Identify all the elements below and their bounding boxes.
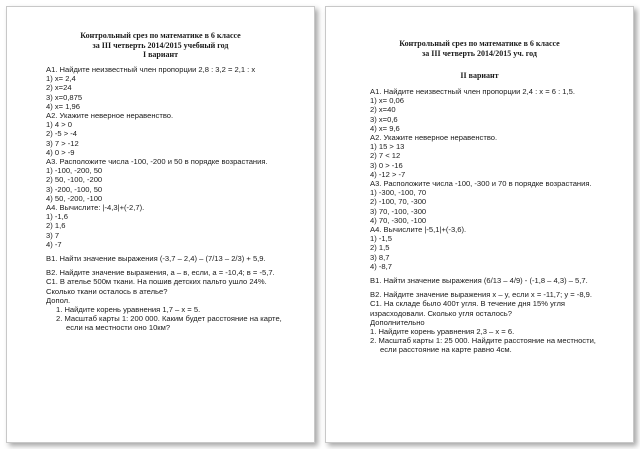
option: 4) 50, -200, -100 [46,193,103,203]
option: 4) 0 > -9 [46,147,75,157]
option: 1) 15 > 13 [370,142,405,152]
option: 4) -7 [46,239,62,249]
question-a3: А3. Расположите числа -100, -200 и 50 в порядке возрастания. [46,157,268,167]
option: 3) x=0,6 [370,114,398,124]
option: 4) x= 1,96 [46,101,80,111]
right-title-line-1: Контрольный срез по математике в 6 классе [399,39,560,48]
question-a1: А1. Найдите неизвестный член пропорции 2,4 : x = 6 : 1,5. [370,87,575,96]
question-c1: С1. На складе было 400т угля. В течение дня 15% угля [370,299,566,309]
question-a2: А2. Укажите неверное неравенство. [46,111,174,121]
left-title-block [7,31,314,60]
question-a4: А4. Вычислите: |-4,3|+(-2,7). [46,203,145,213]
option: 3) 8,7 [370,252,390,262]
left-title-line-1: Контрольный срез по математике в 6 классе [80,31,241,40]
question-a3: А3. Расположите числа -100, -300 и 70 в порядке возрастания. [370,179,592,189]
option: 2) 50, -100, -200 [46,175,103,185]
question-a4: А4. Вычислите |-5,1|+(-3,6). [370,225,467,235]
extra-task-2: 2. Масштаб карты 1: 200 000. Каким будет расстояние на карте, [56,314,282,324]
option: 1) -100, -200, 50 [46,166,103,176]
left-page [6,6,315,443]
right-title-line-2: за III четверть 2014/2015 уч. год [422,48,537,58]
option: 3) 0 > -16 [370,160,403,170]
option: 1) -300, -100, 70 [370,188,427,198]
extra-heading: Допол. [46,295,71,305]
option: 2) x=24 [46,83,72,93]
question-b2: В2. Найдите значение выражения x – y, если x = -11,7; y = -8,9. [370,290,592,300]
question-a1: А1. Найдите неизвестный член пропорции 2,8 : 3,2 = 2,1 : x [46,65,256,74]
extra-heading: Дополнительно [370,317,425,327]
option: 2) -5 > -4 [46,129,78,139]
question-c1-cont: Сколько ткани осталось в ателье? [46,286,168,296]
option: 1) x= 0,06 [370,96,404,106]
option: 3) x=0,875 [46,92,83,102]
option: 4) -12 > -7 [370,169,406,179]
option: 1) 4 > 0 [46,120,72,130]
question-c1-cont: израсходовали. Сколько угля осталось? [370,308,512,318]
option: 3) 7 > -12 [46,138,79,148]
option: 3) -200, -100, 50 [46,184,103,194]
option: 4) -8,7 [370,261,392,271]
left-body [46,65,282,333]
extra-task-2: 2. Масштаб карты 1: 25 000. Найдите расстояние на местности, [370,336,596,346]
left-title-line-2: за III четверть 2014/2015 учебный год [92,40,229,50]
question-b2: В2. Найдите значение выражения, a – в, если, a = -10,4; в = -5,7. [46,268,275,278]
extra-task-1: 1. Найдите корень уравнения 2,3 – x = 6. [370,327,515,337]
option: 2) x=40 [370,105,396,115]
right-body [370,87,596,355]
option: 1) -1,5 [370,234,392,244]
option: 3) 70, -100, -300 [370,206,427,216]
question-b1: В1. Найти значение выражения (-3,7 – 2,4) – (7/13 – 2/3) + 5,9. [46,254,266,264]
option: 2) 7 < 12 [370,151,401,161]
right-title-block [326,39,633,58]
right-variant: II вариант [460,71,499,80]
option: 2) -100, 70, -300 [370,197,427,207]
right-page [325,6,634,443]
question-b1: В1. Найти значение выражения (6/13 – 4/9) - (-1,8 – 4,3) – 5,7. [370,276,588,286]
option: 4) x= 9,6 [370,123,400,133]
extra-task-2-cont: если на местности оно 10км? [66,323,171,333]
option: 1) -1,6 [46,212,68,222]
option: 4) 70, -300, -100 [370,215,427,225]
option: 2) 1,5 [370,243,390,253]
extra-task-2-cont: если расстояние на карте равно 4см. [380,345,512,355]
option: 3) 7 [46,230,60,240]
option: 2) 1,6 [46,221,66,231]
left-variant: I вариант [142,50,179,59]
question-a2: А2. Укажите неверное неравенство. [370,133,498,143]
option: 1) x= 2,4 [46,74,76,84]
question-c1: С1. В ателье 500м ткани. На пошив детских пальто ушло 24%. [46,277,267,287]
extra-task-1: 1. Найдите корень уравнения 1,7 – x = 5. [56,305,201,315]
